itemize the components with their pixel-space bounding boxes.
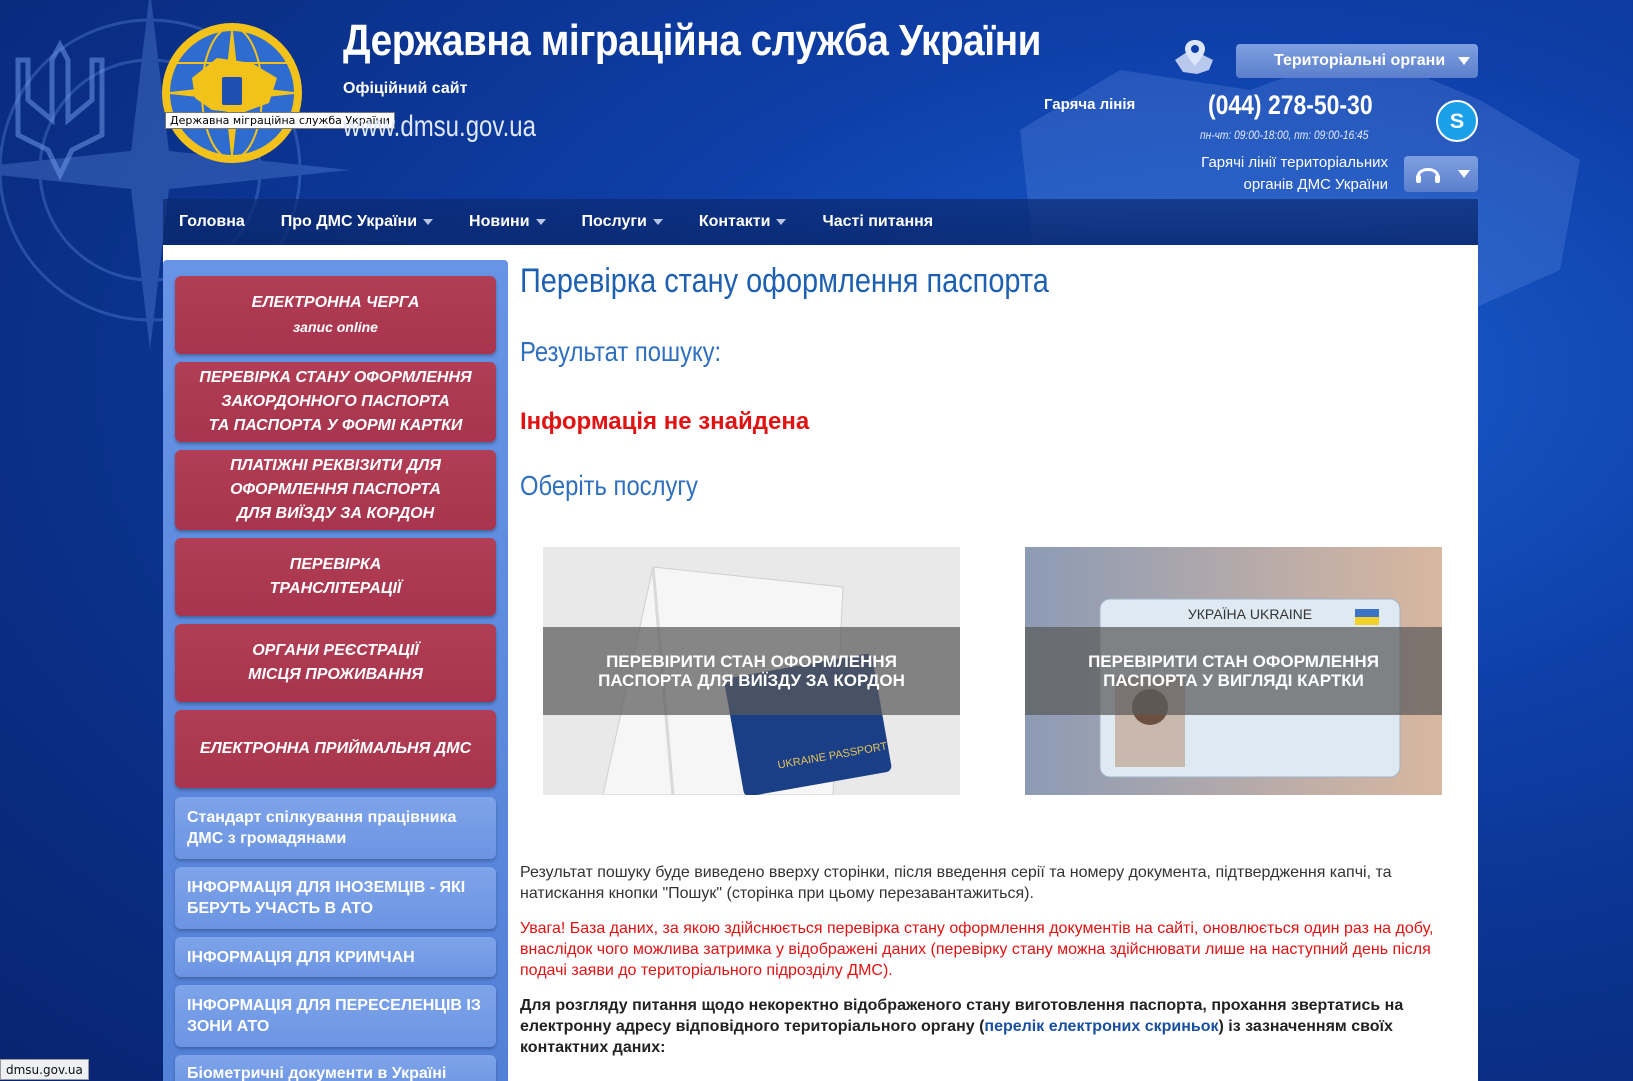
search-instructions: Результат пошуку буде виведено вверху сторінки, після введення серії та номеру документа, підтвердження капчі, та натискання кнопки "Пошук" (сторінка при цьому перезавантажиться). [520, 864, 1392, 902]
contact-instructions [520, 995, 1440, 1058]
sidebar-item-displaced-persons[interactable] [175, 985, 496, 1047]
nav-label: Головна [179, 213, 245, 230]
email-list-link[interactable]: перелік електроних скриньок [984, 1018, 1219, 1035]
territorial-hotlines-text: Гарячі лінії територіальних органів ДМС України [1201, 154, 1388, 193]
nav-label: Новини [469, 213, 530, 230]
nav-item-services[interactable] [582, 213, 663, 231]
contact-text: Для розгляду питання щодо некоректно відображеного стану виготовлення паспорта, прохання звертатись на електронну адресу відповідного територіального органу ( [520, 997, 1404, 1035]
sidebar-item-passport-status[interactable] [175, 362, 496, 442]
site-subtitle: Офіційний сайт [343, 80, 468, 97]
chevron-down-icon [653, 219, 663, 225]
sidebar-item-line: ТА ПАСПОРТА У ФОРМІ КАРТКИ [208, 417, 463, 434]
chevron-down-icon [423, 219, 433, 225]
sidebar-item-line: запис online [293, 319, 378, 335]
nav-label: Часті питання [822, 213, 934, 230]
card-label: ПЕРЕВІРИТИ СТАН ОФОРМЛЕННЯ ПАСПОРТА ДЛЯ ВИЇЗДУ ЗА КОРДОН [543, 627, 960, 715]
trident-background-icon [12, 40, 108, 180]
not-found-message: Інформація не знайдена [520, 408, 810, 435]
sidebar-item-line: ОФОРМЛЕННЯ ПАСПОРТА [230, 481, 441, 498]
sidebar-item-electronic-reception[interactable] [175, 710, 496, 788]
page-title: Перевірка стану оформлення паспорта [520, 262, 1049, 300]
hotline-hours: пн-чт: 09:00-18:00, пт: 09:00-16:45 [1200, 128, 1369, 142]
sidebar-item-label: Біометричні документи в Україні [187, 1065, 447, 1081]
nav-label: Про ДМС України [280, 213, 418, 230]
card-foreign-passport[interactable] [543, 547, 960, 795]
sidebar-item-label: ІНФОРМАЦІЯ ДЛЯ ІНОЗЕМЦІВ - ЯКІ БЕРУТЬ УЧАСТЬ В АТО [187, 879, 466, 917]
sidebar-item-payment-details[interactable] [175, 450, 496, 530]
sidebar-item-line: ПЕРЕВІРКА [289, 556, 382, 573]
sidebar-item-communication-standard[interactable] [175, 797, 496, 859]
sidebar-item-registration-bodies[interactable] [175, 624, 496, 702]
choose-service-heading: Оберіть послугу [520, 470, 698, 501]
territorial-bodies-dropdown[interactable] [1236, 44, 1478, 78]
sidebar-item-line: ЗАКОРДОННОГО ПАСПОРТА [221, 393, 450, 410]
logo-tooltip: Державна міграційна служба України [165, 112, 395, 129]
sidebar-item-label: ІНФОРМАЦІЯ ДЛЯ КРИМЧАН [187, 948, 415, 966]
sidebar-item-line: ЕЛЕКТРОННА ПРИЙМАЛЬНЯ ДМС [199, 740, 472, 757]
headset-icon [1414, 161, 1442, 187]
dmsu-logo[interactable] [157, 18, 307, 168]
chevron-down-icon [1458, 57, 1470, 65]
chevron-down-icon [536, 219, 546, 225]
chevron-down-icon [1458, 170, 1470, 178]
main-navigation [163, 199, 1478, 245]
sidebar-item-line: ОРГАНИ РЕЄСТРАЦІЇ [252, 642, 419, 659]
contact-text: ) із зазначенням своїх контактних даних: [520, 1018, 1393, 1056]
map-pin-icon[interactable] [1173, 38, 1217, 78]
sidebar-item-line: ЕЛЕКТРОННА ЧЕРГА [251, 294, 420, 311]
skype-icon[interactable] [1436, 100, 1478, 142]
id-card-header: УКРАЇНА UKRAINE [1187, 606, 1313, 622]
sidebar-item-crimea[interactable] [175, 937, 496, 977]
card-label: ПЕРЕВІРИТИ СТАН ОФОРМЛЕННЯ ПАСПОРТА У ВИГЛЯДІ КАРТКИ [1025, 627, 1442, 715]
svg-text:S: S [1449, 108, 1465, 134]
sidebar-item-line: ТРАНСЛІТЕРАЦІЇ [269, 580, 402, 597]
browser-status-bar: dmsu.gov.ua [0, 1059, 89, 1080]
site-title: Державна міграційна служба України [343, 16, 1042, 65]
nav-item-about[interactable] [281, 213, 433, 231]
sidebar-item-line: ПЛАТІЖНІ РЕКВІЗИТИ ДЛЯ [230, 457, 441, 474]
nav-item-news[interactable] [469, 213, 546, 231]
nav-item-contacts[interactable] [699, 213, 787, 231]
nav-item-faq[interactable] [822, 213, 933, 231]
hotline-label: Гаряча лінія [1044, 96, 1136, 113]
sidebar-item-biometric-documents[interactable] [175, 1055, 496, 1081]
sidebar-item-line: ДЛЯ ВИЇЗДУ ЗА КОРДОН [236, 505, 435, 522]
database-warning: Увага! База даних, за якою здійснюється перевірка стану оформлення документів на сайті, оновлюється один раз на добу, внаслідок чого можлива затримка у відображені даних (перевірку стану можна здійснювати лише на наступний день після подачі заяви до територіального підрозділу ДМС). [520, 920, 1434, 979]
nav-label: Послуги [581, 213, 647, 230]
chevron-down-icon [776, 219, 786, 225]
passport-cover-text: UKRAINE PASSPORT [776, 740, 889, 772]
territorial-hotlines-dropdown[interactable] [1404, 156, 1478, 192]
card-id-card-passport[interactable] [1025, 547, 1442, 795]
sidebar-item-foreigners-ato[interactable] [175, 867, 496, 929]
sidebar-item-electronic-queue[interactable] [175, 276, 496, 354]
nav-label: Контакти [698, 213, 771, 230]
sidebar-item-transliteration[interactable] [175, 538, 496, 616]
sidebar-item-label: Стандарт спілкування працівника ДМС з громадянами [187, 809, 457, 847]
sidebar-item-line: ПЕРЕВІРКА СТАНУ ОФОРМЛЕННЯ [199, 369, 472, 386]
nav-item-home[interactable] [179, 213, 245, 231]
sidebar-item-label: ІНФОРМАЦІЯ ДЛЯ ПЕРЕСЕЛЕНЦІВ ІЗ ЗОНИ АТО [187, 997, 481, 1035]
search-result-label: Результат пошуку: [520, 336, 722, 367]
sidebar-item-line: МІСЦЯ ПРОЖИВАННЯ [248, 666, 423, 683]
site-url: www.dmsu.gov.ua [343, 110, 536, 143]
hotline-phone[interactable]: (044) 278-50-30 [1208, 90, 1373, 120]
territorial-bodies-label: Територіальні органи [1274, 52, 1446, 69]
